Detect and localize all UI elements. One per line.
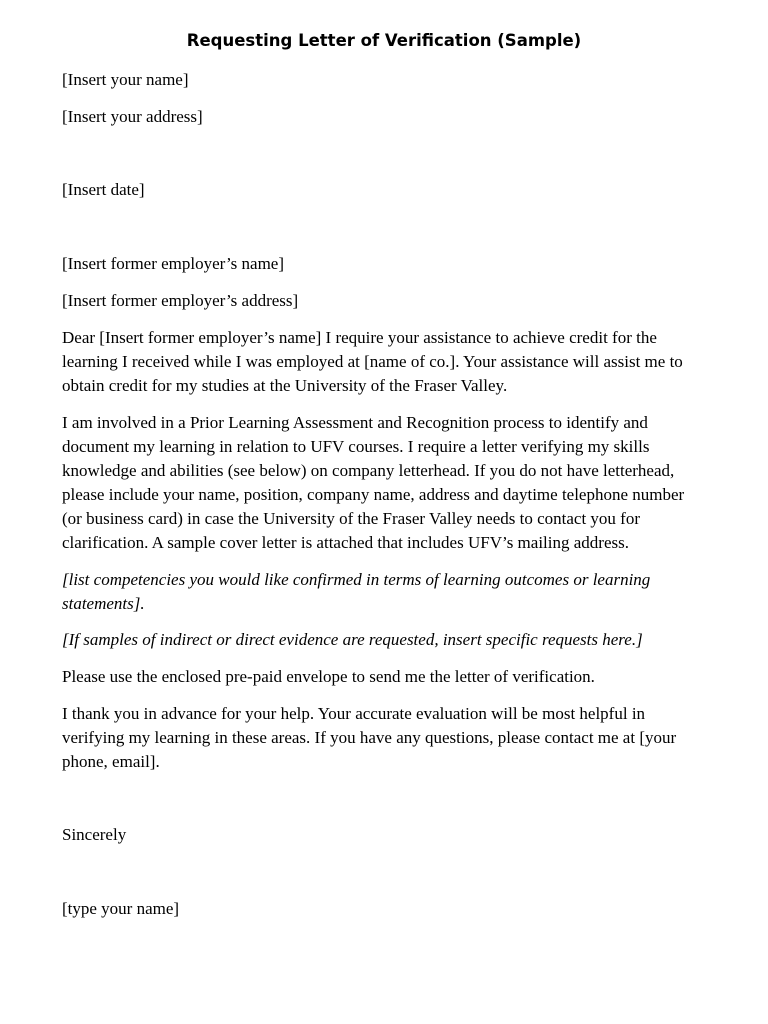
paragraph-line: (or business card) in case the University of the Fraser Valley needs to contact you for <box>62 509 640 528</box>
letter-date: [Insert date] <box>62 180 145 199</box>
sender-name: [Insert your name] <box>62 70 189 89</box>
paragraph-envelope: Please use the enclosed pre-paid envelope to send me the letter of verification. <box>62 667 595 686</box>
paragraph-thanks <box>62 702 712 774</box>
paragraph-line: knowledge and abilities (see below) on company letterhead. If you do not have letterhead, <box>62 461 675 480</box>
paragraph-plar-process <box>62 411 712 555</box>
paragraph-line: [list competencies you would like confirmed in terms of learning outcomes or learning <box>62 570 651 589</box>
paragraph-line: verifying my learning in these areas. If you have any questions, please contact me at [your <box>62 728 677 747</box>
paragraph-line: clarification. A sample cover letter is attached that includes UFV’s mailing address. <box>62 533 629 552</box>
paragraph-line: I am involved in a Prior Learning Assessment and Recognition process to identify and <box>62 413 648 432</box>
paragraph-line: statements]. <box>62 594 145 613</box>
closing: Sincerely <box>62 825 127 844</box>
paragraph-line: please include your name, position, company name, address and daytime telephone number <box>62 485 685 504</box>
page-title: Requesting Letter of Verification (Sample) <box>186 31 582 50</box>
paragraph-line: learning I received while I was employed at [name of co.]. Your assistance will assist me to <box>62 352 683 371</box>
recipient-name: [Insert former employer’s name] <box>62 254 285 273</box>
paragraph-line: Dear [Insert former employer’s name] I require your assistance to achieve credit for the <box>62 328 657 347</box>
recipient-address: [Insert former employer’s address] <box>62 291 299 310</box>
paragraph-line: document my learning in relation to UFV courses. I require a letter verifying my skills <box>62 437 650 456</box>
paragraph-line: phone, email]. <box>62 752 160 771</box>
paragraph-competencies <box>62 568 712 616</box>
paragraph-line: I thank you in advance for your help. Your accurate evaluation will be most helpful in <box>62 704 646 723</box>
paragraph-line: obtain credit for my studies at the University of the Fraser Valley. <box>62 376 508 395</box>
signature-placeholder: [type your name] <box>62 899 180 918</box>
paragraph-salutation <box>62 326 712 398</box>
sender-address: [Insert your address] <box>62 107 203 126</box>
paragraph-evidence: [If samples of indirect or direct evidence are requested, insert specific requests here.] <box>62 630 643 649</box>
